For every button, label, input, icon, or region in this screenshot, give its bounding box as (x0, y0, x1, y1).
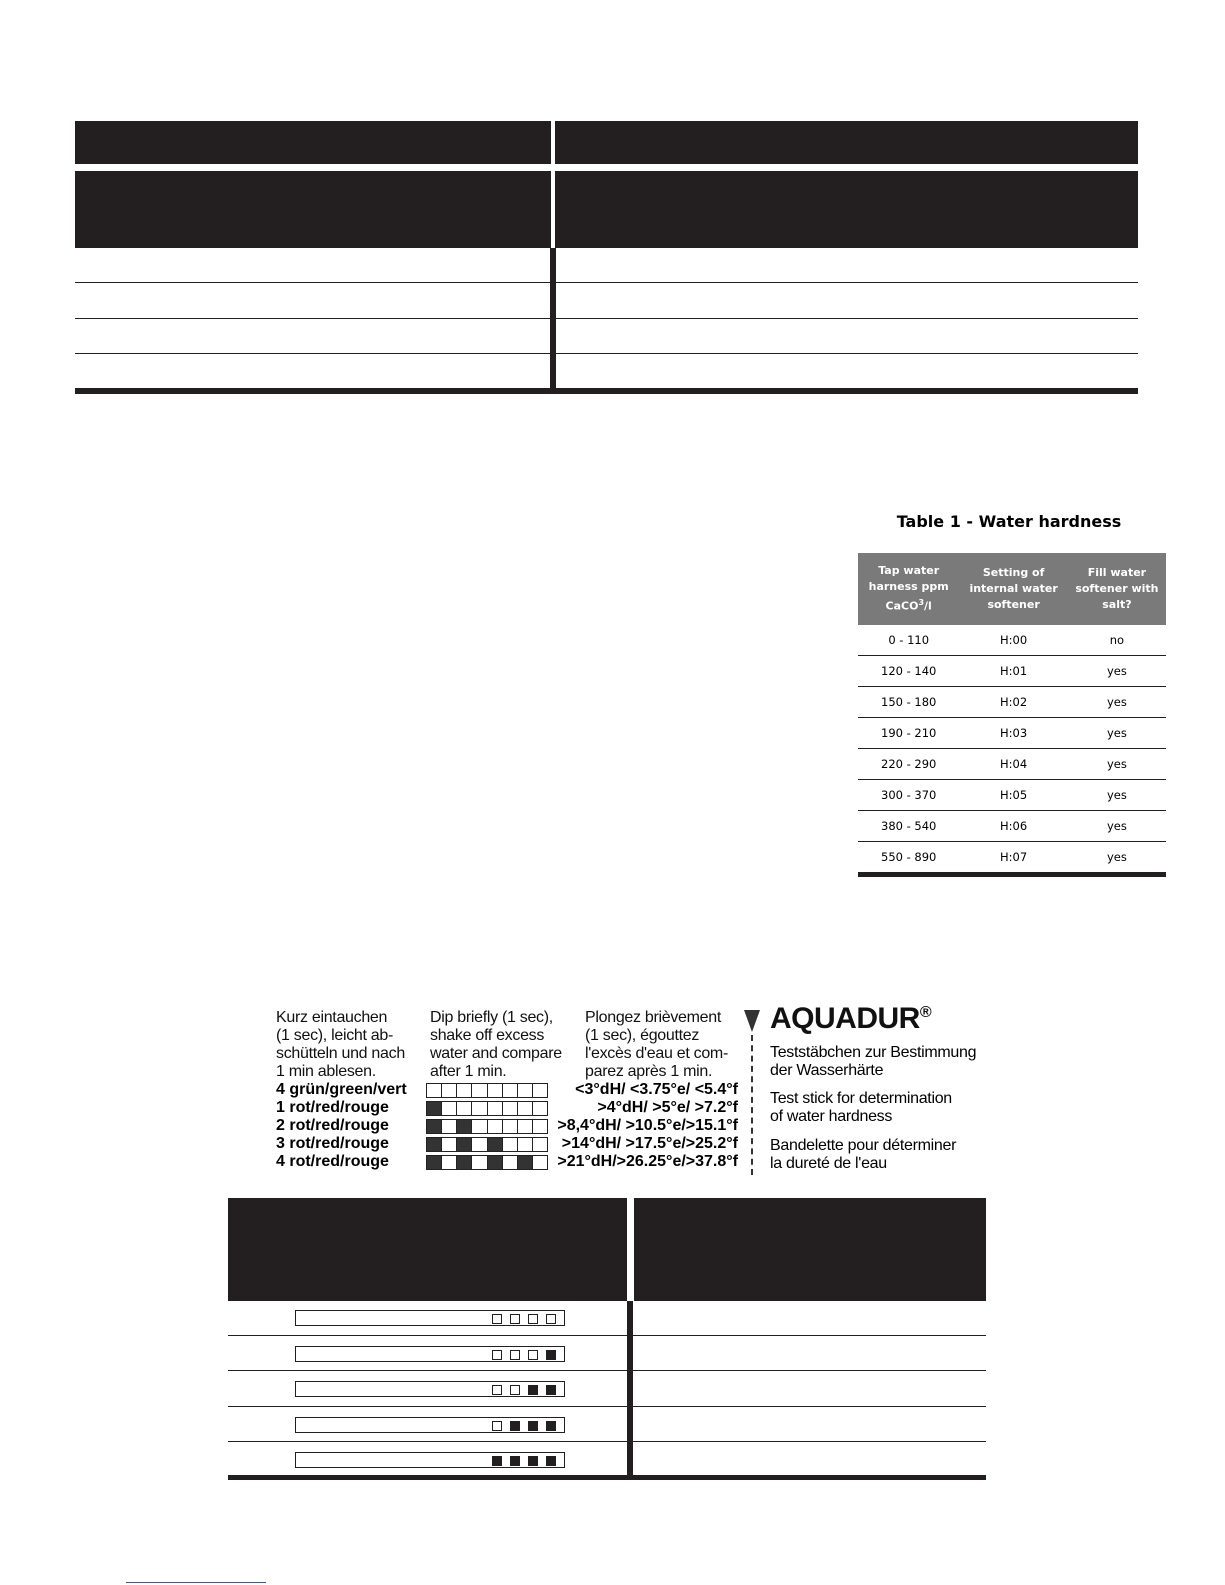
instr-line: after 1 min. (430, 1063, 507, 1080)
empty-segment (533, 1102, 547, 1115)
table1-header-tap-water (858, 553, 959, 625)
empty-segment (503, 1120, 518, 1133)
table1-header-fill-salt: Fill water softener with salt? (1068, 553, 1166, 625)
filled-pad (546, 1385, 556, 1395)
aquadur-instructions-de (276, 1009, 426, 1081)
fill-salt-cell: no (1068, 625, 1166, 656)
scale-label: 3 rot/red/rouge (276, 1135, 389, 1152)
table1-header-setting: Setting of internal water softener (959, 553, 1067, 625)
bottom-table-column-divider (627, 1301, 633, 1477)
hardness-range-cell: 150 - 180 (858, 687, 959, 718)
header-text: Tap water harness ppm CaCO (868, 564, 949, 613)
instr-line: l'excès d'eau et com- (585, 1045, 728, 1062)
empty-segment (533, 1084, 547, 1097)
hardness-range-cell: 300 - 370 (858, 780, 959, 811)
empty-segment (488, 1084, 503, 1097)
fill-salt-cell: yes (1068, 749, 1166, 780)
empty-segment (442, 1084, 457, 1097)
scale-values: >8,4°dH/ >10.5°e/>15.1°f (557, 1117, 738, 1134)
fill-salt-cell: yes (1068, 842, 1166, 875)
bottom-table-row-line (228, 1441, 986, 1442)
empty-segment (518, 1138, 533, 1151)
filled-segment (457, 1156, 472, 1169)
empty-segment (427, 1084, 442, 1097)
softener-setting-cell: H:03 (959, 718, 1067, 749)
empty-pad (510, 1385, 520, 1395)
empty-segment (442, 1138, 457, 1151)
desc-line: Bandelette pour déterminer (770, 1137, 957, 1154)
instr-line: shake off excess (430, 1027, 545, 1044)
footer-link-underline[interactable] (126, 1582, 266, 1583)
table-row (858, 656, 1166, 687)
aquadur-color-scale (276, 1081, 746, 1171)
fill-salt-cell: yes (1068, 718, 1166, 749)
instr-line: Kurz eintauchen (276, 1009, 388, 1026)
empty-pad (528, 1350, 538, 1360)
top-table-header-left (75, 121, 551, 164)
filled-segment (427, 1138, 442, 1151)
scale-values: <3°dH/ <3.75°e/ <5.4°f (575, 1081, 738, 1098)
aquadur-brand (770, 1002, 932, 1035)
empty-segment (472, 1138, 487, 1151)
bottom-table-header-left (228, 1198, 627, 1301)
empty-segment (457, 1102, 472, 1115)
bottom-table-row-line (228, 1370, 986, 1371)
scale-label: 4 grün/green/vert (276, 1081, 407, 1098)
test-stick (295, 1381, 565, 1397)
scale-label: 4 rot/red/rouge (276, 1153, 389, 1170)
scale-values: >14°dH/ >17.5°e/>25.2°f (561, 1135, 738, 1152)
instr-line: (1 sec), égouttez (585, 1027, 700, 1044)
filled-segment (427, 1156, 442, 1169)
empty-pad (510, 1314, 520, 1324)
hardness-range-cell: 190 - 210 (858, 718, 959, 749)
empty-segment (442, 1102, 457, 1115)
bottom-table-bottom-rule (228, 1475, 986, 1480)
filled-pad (528, 1385, 538, 1395)
registered-mark: ® (919, 1004, 932, 1021)
bottom-table-row-line (228, 1335, 986, 1336)
empty-segment (503, 1102, 518, 1115)
hardness-range-cell: 550 - 890 (858, 842, 959, 875)
filled-pad (528, 1421, 538, 1431)
desc-line: la dureté de l'eau (770, 1155, 887, 1172)
filled-segment (457, 1138, 472, 1151)
instr-line: (1 sec), leicht ab- (276, 1027, 394, 1044)
table1-title: Table 1 - Water hardness (896, 512, 1122, 531)
dip-marker-triangle-icon (744, 1010, 760, 1032)
desc-line: of water hardness (770, 1108, 893, 1125)
table-row (858, 687, 1166, 718)
softener-setting-cell: H:00 (959, 625, 1067, 656)
color-stick (426, 1137, 548, 1152)
table-row (858, 749, 1166, 780)
scale-label: 1 rot/red/rouge (276, 1099, 389, 1116)
fill-salt-cell: yes (1068, 811, 1166, 842)
instr-line: Dip briefly (1 sec), (430, 1009, 553, 1026)
hardness-range-cell: 120 - 140 (858, 656, 959, 687)
empty-pad (492, 1421, 502, 1431)
empty-segment (472, 1102, 487, 1115)
scale-values: >4°dH/ >5°e/ >7.2°f (597, 1099, 738, 1116)
test-stick (295, 1417, 565, 1433)
brand-name: AQUADUR (770, 1002, 920, 1035)
test-stick (295, 1310, 565, 1326)
filled-pad (546, 1350, 556, 1360)
bottom-table-row-line (228, 1406, 986, 1407)
softener-setting-cell: H:06 (959, 811, 1067, 842)
filled-pad (510, 1456, 520, 1466)
empty-segment (472, 1084, 487, 1097)
empty-segment (503, 1084, 518, 1097)
aquadur-instructions-en (430, 1009, 580, 1081)
empty-segment (442, 1120, 457, 1133)
top-table-header-right (555, 121, 1138, 164)
instr-line: schütteln und nach (276, 1045, 405, 1062)
fill-salt-cell: yes (1068, 656, 1166, 687)
empty-segment (533, 1138, 547, 1151)
aquadur-desc-fr (770, 1137, 956, 1173)
hardness-range-cell: 380 - 540 (858, 811, 959, 842)
color-stick (426, 1119, 548, 1134)
instr-line: 1 min ablesen. (276, 1063, 376, 1080)
color-stick (426, 1101, 548, 1116)
filled-segment (427, 1102, 442, 1115)
softener-setting-cell: H:02 (959, 687, 1067, 718)
filled-pad (528, 1456, 538, 1466)
empty-segment (518, 1120, 533, 1133)
test-stick (295, 1346, 565, 1362)
empty-segment (457, 1084, 472, 1097)
top-table-subheader-left (75, 171, 551, 248)
bottom-table-header-right (634, 1198, 986, 1301)
table-row (858, 842, 1166, 875)
table-row (858, 625, 1166, 656)
aquadur-desc-de (770, 1044, 976, 1080)
empty-segment (472, 1156, 487, 1169)
empty-segment (472, 1120, 487, 1133)
hardness-range-cell: 220 - 290 (858, 749, 959, 780)
color-stick (426, 1083, 548, 1098)
scale-row (276, 1081, 746, 1099)
header-text-suffix: /l (924, 599, 932, 613)
top-table-bottom-rule (75, 388, 1138, 394)
empty-segment (533, 1120, 547, 1133)
empty-segment (518, 1102, 533, 1115)
hardness-range-cell: 0 - 110 (858, 625, 959, 656)
filled-segment (427, 1120, 442, 1133)
empty-pad (510, 1350, 520, 1360)
filled-segment (518, 1156, 533, 1169)
empty-segment (488, 1120, 503, 1133)
water-hardness-table (858, 553, 1166, 877)
desc-line: Teststäbchen zur Bestimmung (770, 1044, 977, 1061)
top-table-subheader-right (555, 171, 1138, 248)
scale-row (276, 1135, 746, 1153)
empty-segment (518, 1084, 533, 1097)
color-stick (426, 1155, 548, 1170)
scale-values: >21°dH/>26.25°e/>37.8°f (557, 1153, 738, 1170)
top-table-row-line (75, 282, 1138, 283)
filled-pad (546, 1421, 556, 1431)
instr-line: parez après 1 min. (585, 1063, 713, 1080)
desc-line: der Wasserhärte (770, 1062, 884, 1079)
empty-segment (503, 1138, 518, 1151)
filled-segment (488, 1156, 503, 1169)
top-table-column-divider (550, 248, 556, 390)
aquadur-instructions-fr (585, 1009, 750, 1081)
table-row (858, 811, 1166, 842)
scale-row (276, 1153, 746, 1171)
table-row (858, 718, 1166, 749)
filled-pad (492, 1456, 502, 1466)
empty-pad (492, 1314, 502, 1324)
filled-segment (488, 1138, 503, 1151)
cut-line-divider (751, 1035, 753, 1175)
filled-pad (510, 1421, 520, 1431)
softener-setting-cell: H:07 (959, 842, 1067, 875)
empty-segment (503, 1156, 518, 1169)
top-table-row-line (75, 318, 1138, 319)
desc-line: Test stick for determination (770, 1090, 952, 1107)
empty-segment (533, 1156, 547, 1169)
softener-setting-cell: H:04 (959, 749, 1067, 780)
header-superscript: 3 (918, 598, 925, 608)
filled-segment (457, 1120, 472, 1133)
empty-pad (528, 1314, 538, 1324)
filled-pad (546, 1456, 556, 1466)
softener-setting-cell: H:05 (959, 780, 1067, 811)
aquadur-desc-en (770, 1090, 952, 1126)
empty-segment (488, 1102, 503, 1115)
softener-setting-cell: H:01 (959, 656, 1067, 687)
empty-pad (492, 1350, 502, 1360)
scale-row (276, 1099, 746, 1117)
scale-label: 2 rot/red/rouge (276, 1117, 389, 1134)
scale-row (276, 1117, 746, 1135)
fill-salt-cell: yes (1068, 780, 1166, 811)
table-row (858, 780, 1166, 811)
top-table-row-line (75, 353, 1138, 354)
empty-pad (546, 1314, 556, 1324)
test-stick (295, 1452, 565, 1468)
fill-salt-cell: yes (1068, 687, 1166, 718)
empty-pad (492, 1385, 502, 1395)
empty-segment (442, 1156, 457, 1169)
instr-line: water and compare (430, 1045, 562, 1062)
instr-line: Plongez brièvement (585, 1009, 722, 1026)
